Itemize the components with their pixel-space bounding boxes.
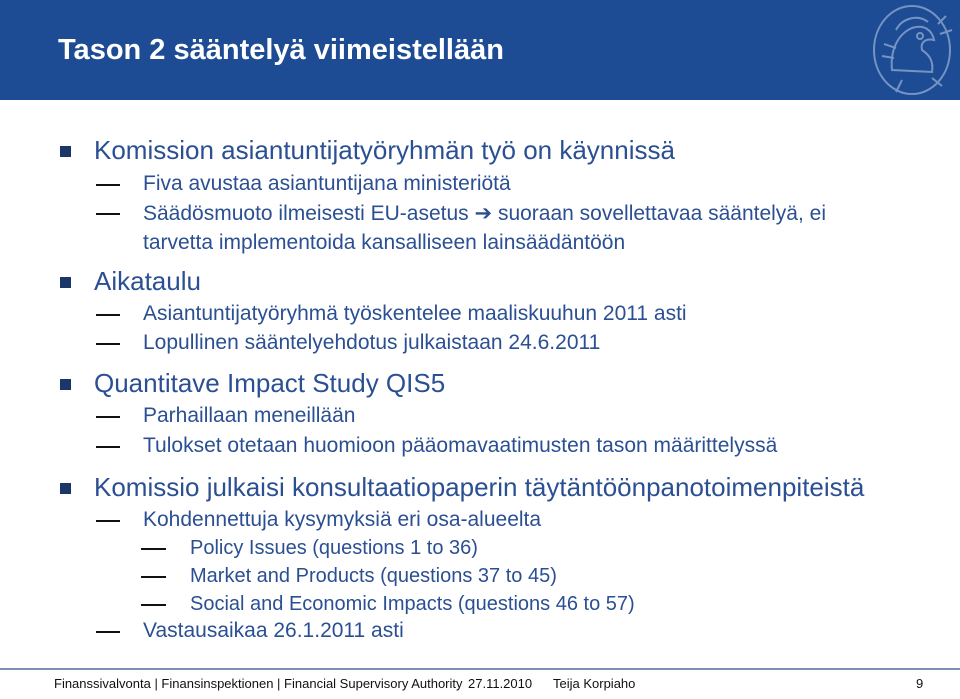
bullet-text: Säädösmuoto ilmeisesti EU-asetus (143, 202, 469, 225)
footer-divider (0, 668, 960, 670)
bullet-level2: Vastausaikaa 26.1.2011 asti (143, 619, 404, 642)
bullet-level1: Komission asiantuntijatyöryhmän työ on käynnissä (94, 135, 675, 165)
bullet-level2: Asiantuntijatyöryhmä työskentelee maaliskuuhun 2011 asti (143, 302, 687, 325)
footer-page-number: 9 (916, 676, 924, 691)
dash-marker (141, 548, 166, 550)
bullet-level2: Fiva avustaa asiantuntijana ministeriötä (143, 172, 511, 195)
bullet-level3: Market and Products (questions 37 to 45) (190, 565, 557, 587)
slide-header (0, 0, 960, 100)
bullet-level3: Policy Issues (questions 1 to 36) (190, 537, 478, 559)
arrow-right-icon: ➔ (474, 202, 493, 225)
bullet-level1: Komissio julkaisi konsultaatiopaperin täytäntöönpanotoimenpiteistä (94, 472, 865, 502)
bullet-level3: Social and Economic Impacts (questions 46 to 57) (190, 593, 635, 615)
dash-marker (96, 631, 120, 633)
dash-marker (96, 446, 120, 448)
bullet-level2: Parhaillaan meneillään (143, 404, 356, 427)
dash-marker (96, 416, 120, 418)
dash-marker (96, 343, 120, 345)
bullet-square-icon (60, 277, 71, 288)
footer-date: 27.11.2010 (468, 676, 533, 691)
bullet-level2 (143, 201, 826, 226)
bullet-level2: Lopullinen sääntelyehdotus julkaistaan 24.6.2011 (143, 331, 601, 354)
footer-organization: Finanssivalvonta | Finansinspektionen | Financial Supervisory Authority (54, 676, 463, 691)
bullet-level2: Tulokset otetaan huomioon pääomavaatimusten tason määrittelyssä (143, 434, 778, 457)
bullet-level2-continued: tarvetta implementoida kansalliseen lainsäädäntöön (143, 231, 626, 254)
bullet-level2: Kohdennettuja kysymyksiä eri osa-alueelta (143, 508, 542, 531)
bullet-text-continued: suoraan sovellettavaa sääntelyä, ei (497, 202, 826, 225)
dash-marker (96, 314, 120, 316)
bullet-level1: Quantitave Impact Study QIS5 (94, 368, 446, 398)
slide-title: Tason 2 sääntelyä viimeistellään (58, 34, 504, 66)
bullet-square-icon (60, 379, 71, 390)
bullet-square-icon (60, 146, 71, 157)
bullet-level1: Aikataulu (94, 266, 201, 296)
dash-marker (141, 576, 166, 578)
lion-crest-icon (862, 0, 960, 100)
footer-author: Teija Korpiaho (553, 676, 636, 691)
dash-marker (96, 213, 120, 215)
bullet-square-icon (60, 483, 71, 494)
dash-marker (141, 604, 166, 606)
dash-marker (96, 520, 120, 522)
dash-marker (96, 184, 120, 186)
